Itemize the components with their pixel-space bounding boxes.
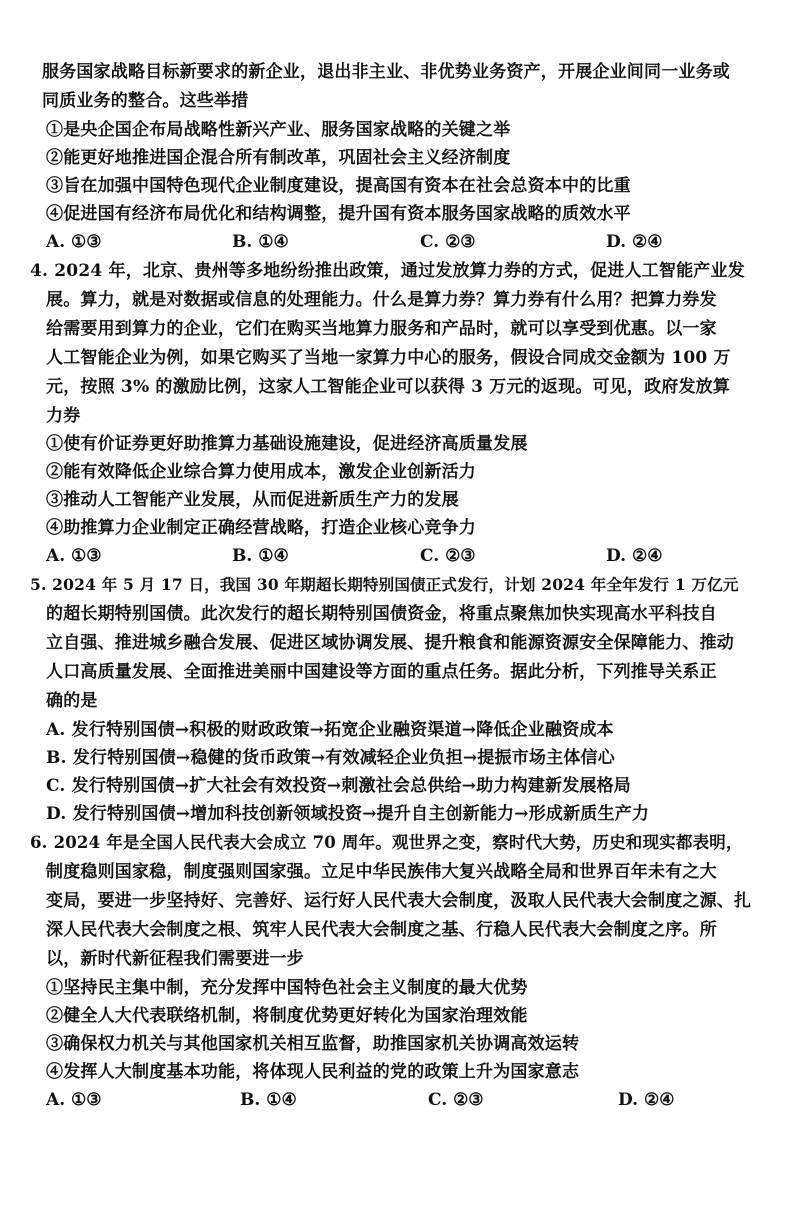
q6-item-4: ④发挥人大制度基本功能，将体现人民利益的党的政策上升为国家意志 — [46, 1062, 580, 1082]
q5-choice-b: B. 发行特别国债→稳健的货币政策→有效减轻企业负担→提振市场主体信心 — [46, 748, 615, 768]
q6-stem-line: 以，新时代新征程我们需要进一步 — [46, 949, 304, 969]
q3-item-4: ④促进国有经济布局优化和结构调整，提升国有资本服务国家战略的质效水平 — [46, 204, 631, 224]
q6-item-2: ②健全人大代表联络机制，将制度优势更好转化为国家治理效能 — [46, 1006, 528, 1026]
q6-option-d: D. ②④ — [618, 1090, 675, 1110]
q5-choice-d: D. 发行特别国债→增加科技创新领域投资→提升自主创新能力→形成新质生产力 — [46, 804, 650, 824]
q5-stem-line: 的超长期特别国债。此次发行的超长期特别国债资金，将重点聚焦加快实现高水平科技自 — [46, 604, 717, 624]
q3-item-2: ②能更好地推进国企混合所有制改革，巩固社会主义经济制度 — [46, 148, 511, 168]
q3-option-d: D. ②④ — [606, 232, 663, 252]
q4-stem-line: 展。算力，就是对数据或信息的处理能力。什么是算力券？算力券有什么用？把算力券发 — [46, 290, 717, 310]
q6-option-b: B. ①④ — [240, 1090, 297, 1110]
q5-choice-c: C. 发行特别国债→扩大社会有效投资→刺激社会总供给→助力构建新发展格局 — [46, 776, 631, 796]
q3-stem-line: 同质业务的整合。这些举措 — [42, 91, 249, 111]
q4-option-c: C. ②③ — [420, 546, 476, 566]
q6-item-3: ③确保权力机关与其他国家机关相互监督，助推国家机关协调高效运转 — [46, 1034, 580, 1054]
q4-item-1: ①使有价证券更好助推算力基础设施建设，促进经济高质量发展 — [46, 434, 528, 454]
q5-choice-a: A. 发行特别国债→积极的财政政策→拓宽企业融资渠道→降低企业融资成本 — [46, 720, 614, 740]
q4-option-b: B. ①④ — [232, 546, 289, 566]
q3-item-1: ①是央企国企布局战略性新兴产业、服务国家战略的关键之举 — [46, 120, 511, 140]
q3-stem-line: 服务国家战略目标新要求的新企业，退出非主业、非优势业务资产，开展企业间同一业务或 — [42, 62, 730, 82]
q5-stem-line: 人口高质量发展、全面推进美丽中国建设等方面的重点任务。据此分析，下列推导关系正 — [46, 662, 717, 682]
q3-item-3: ③旨在加强中国特色现代企业制度建设，提高国有资本在社会总资本中的比重 — [46, 176, 631, 196]
q3-option-c: C. ②③ — [420, 232, 476, 252]
q6-option-a: A. ①③ — [46, 1090, 102, 1110]
q6-option-c: C. ②③ — [428, 1090, 484, 1110]
q4-item-2: ②能有效降低企业综合算力使用成本，激发企业创新活力 — [46, 462, 476, 482]
q4-stem-line: 力券 — [46, 406, 81, 426]
q4-item-3: ③推动人工智能产业发展，从而促进新质生产力的发展 — [46, 490, 459, 510]
q6-stem-line: 制度稳则国家稳，制度强则国家强。立足中华民族伟大复兴战略全局和世界百年未有之大 — [46, 862, 717, 882]
q4-stem-line: 人工智能企业为例，如果它购买了当地一家算力中心的服务，假设合同成交金额为 100 万 — [46, 348, 731, 368]
q3-option-b: B. ①④ — [232, 232, 289, 252]
q5-stem-line: 确的是 — [46, 691, 98, 711]
q6-stem-line: 6. 2024 年是全国人民代表大会成立 70 周年。观世界之变，察时代大势，历史和现实都表明， — [30, 833, 743, 852]
q5-stem-line: 5. 2024 年 5 月 17 日，我国 30 年期超长期特别国债正式发行，计划 2024 年全年发行 1 万亿元 — [30, 575, 739, 594]
q4-stem-line: 元，按照 3% 的激励比例，这家人工智能企业可以获得 3 万元的返现。可见，政府发放算 — [46, 377, 731, 397]
q4-stem-line: 给需要用到算力的企业，它们在购买当地算力服务和产品时，就可以享受到优惠。以一家 — [46, 319, 717, 339]
q6-item-1: ①坚持民主集中制，充分发挥中国特色社会主义制度的最大优势 — [46, 978, 528, 998]
q6-stem-line: 深人民代表大会制度之根、筑牢人民代表大会制度之基、行稳人民代表大会制度之序。所 — [46, 920, 717, 940]
q4-option-d: D. ②④ — [606, 546, 663, 566]
q6-stem-line: 变局，要进一步坚持好、完善好、运行好人民代表大会制度，汲取人民代表大会制度之源、扎 — [46, 891, 752, 911]
q4-item-4: ④助推算力企业制定正确经营战略，打造企业核心竞争力 — [46, 518, 476, 538]
q4-stem-line: 4. 2024 年，北京、贵州等多地纷纷推出政策，通过发放算力券的方式，促进人工智能产业发 — [30, 261, 745, 281]
q3-option-a: A. ①③ — [46, 232, 102, 252]
q5-stem-line: 立自强、推进城乡融合发展、促进区域协调发展、提升粮食和能源资源安全保障能力、推动 — [46, 633, 734, 653]
q4-option-a: A. ①③ — [46, 546, 102, 566]
